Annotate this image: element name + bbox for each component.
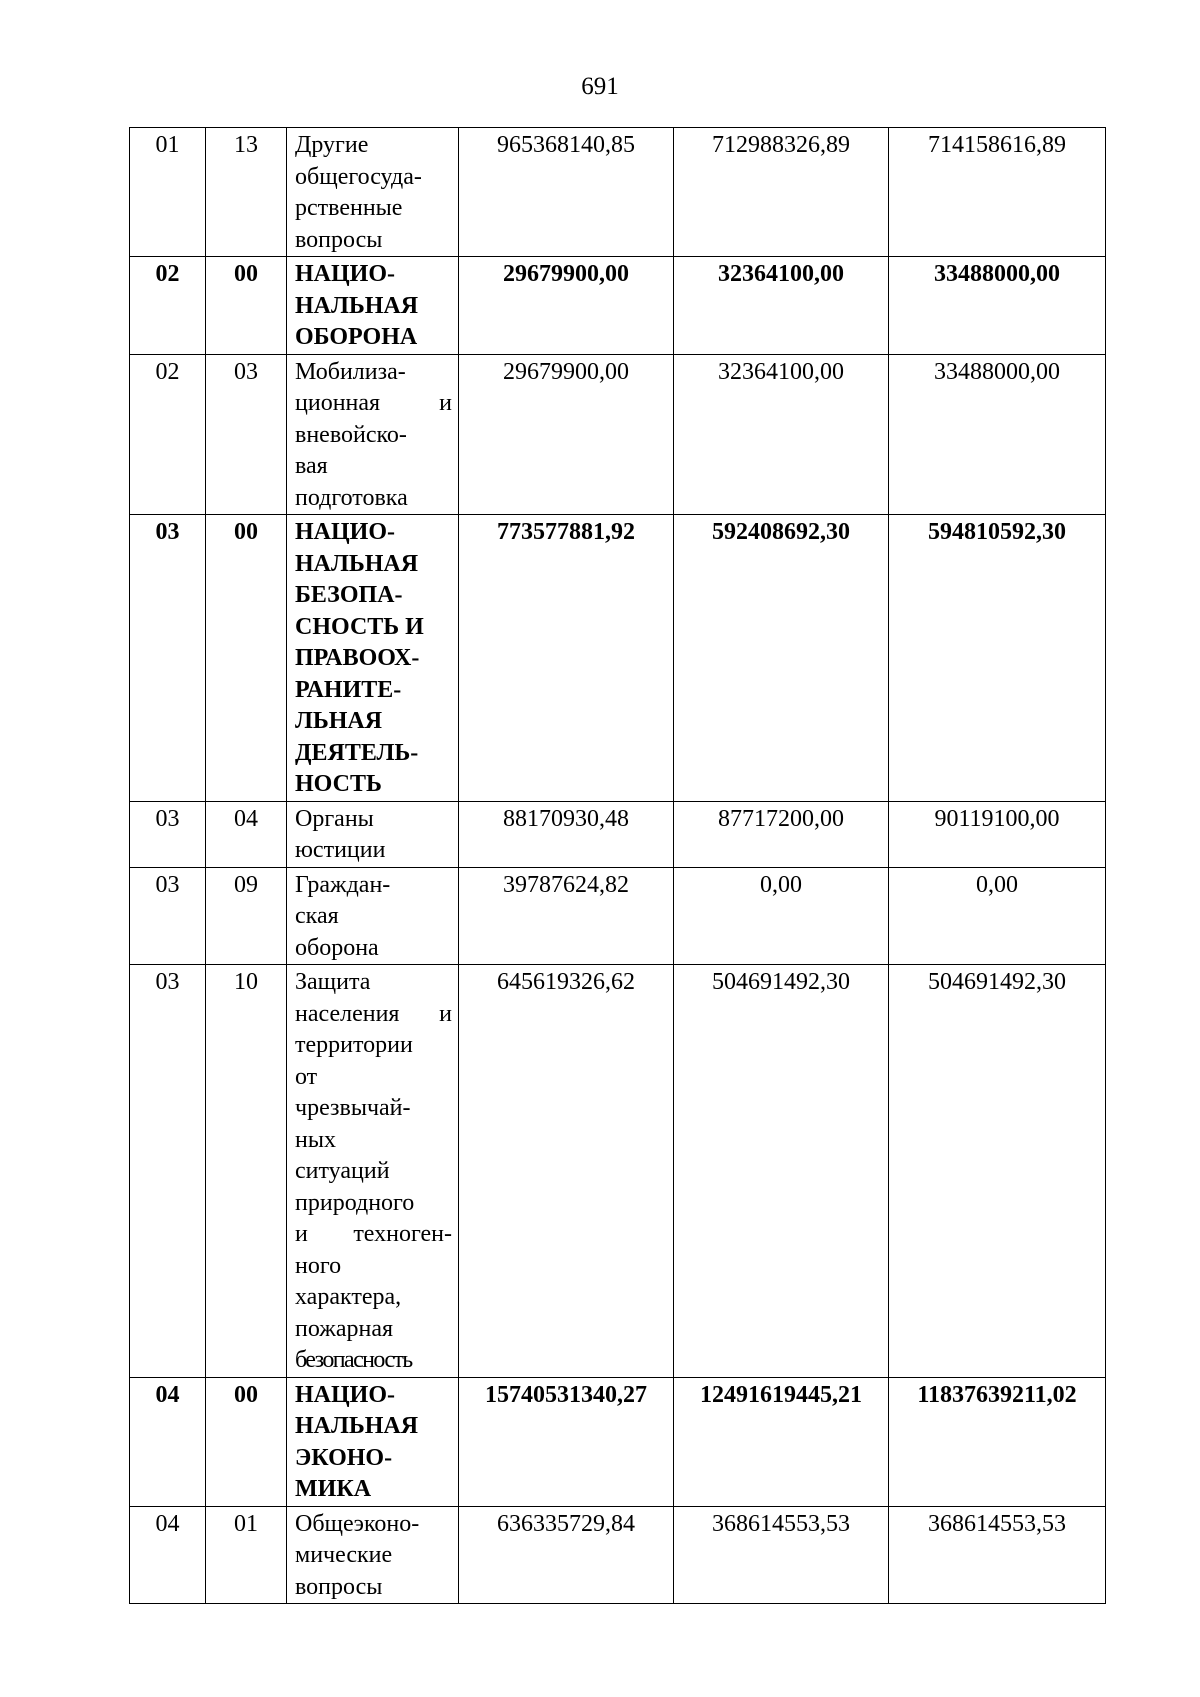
name-line: оборона: [295, 934, 379, 961]
name-line: ская: [295, 903, 339, 929]
name-line: ЭКОНО-: [295, 1444, 393, 1471]
amount-year2-cell: 592408692,30: [674, 515, 889, 802]
amount-year1-cell: 645619326,62: [459, 965, 674, 1378]
name-line: НОСТЬ: [295, 771, 382, 797]
table-row: [130, 128, 1106, 257]
table-row: [130, 1506, 1106, 1604]
name-line: пожарная: [295, 1315, 394, 1342]
name-line: ного: [295, 1252, 342, 1279]
amount-year1-cell: 88170930,48: [459, 801, 674, 867]
name-line: ОБОРОНА: [295, 324, 418, 350]
table-row: [130, 1377, 1106, 1506]
section-code-cell: 03: [130, 965, 206, 1378]
amount-year3-cell: 90119100,00: [889, 801, 1106, 867]
name-line: подготовка: [295, 484, 408, 511]
name-cell: [287, 128, 459, 257]
section-code-cell: 04: [130, 1377, 206, 1506]
name-line: Общеэконо-: [295, 1510, 420, 1537]
table-body: [130, 128, 1106, 1604]
name-line: НАЛЬНАЯ: [295, 550, 419, 577]
name-line: Другие: [295, 132, 369, 158]
name-line: ситуаций: [295, 1158, 390, 1184]
name-line: Граждан-: [295, 871, 391, 898]
name-line: рственные: [295, 195, 403, 221]
amount-year3-cell: 594810592,30: [889, 515, 1106, 802]
amount-year3-cell: 714158616,89: [889, 128, 1106, 257]
amount-year2-cell: 32364100,00: [674, 354, 889, 515]
name-line: мические: [295, 1542, 393, 1568]
name-cell: [287, 354, 459, 515]
name-line: БЕЗОПА-: [295, 582, 403, 608]
amount-year2-cell: 12491619445,21: [674, 1377, 889, 1506]
name-line: чрезвычай-: [295, 1095, 411, 1121]
name-line: населения и: [295, 1000, 452, 1027]
name-line: общегосуда-: [295, 163, 422, 190]
amount-year2-cell: 504691492,30: [674, 965, 889, 1378]
name-line: РАНИТЕ-: [295, 676, 402, 703]
name-line: территории: [295, 1032, 413, 1058]
name-line: Защита: [295, 969, 371, 995]
name-line: ционная и: [295, 390, 452, 416]
name-line: Органы: [295, 805, 374, 832]
name-line: вопросы: [295, 226, 383, 253]
amount-year1-cell: 29679900,00: [459, 257, 674, 355]
subsection-code-cell: 13: [206, 128, 287, 257]
amount-year3-cell: 368614553,53: [889, 1506, 1106, 1604]
name-line: НАЛЬНАЯ: [295, 1413, 419, 1439]
name-line: характера,: [295, 1284, 402, 1310]
amount-year1-cell: 15740531340,27: [459, 1377, 674, 1506]
budget-table: [129, 127, 1106, 1604]
name-cell: [287, 1506, 459, 1604]
name-cell: [287, 257, 459, 355]
name-line: ных: [295, 1126, 336, 1153]
subsection-code-cell: 00: [206, 515, 287, 802]
amount-year2-cell: 368614553,53: [674, 1506, 889, 1604]
section-code-cell: 01: [130, 128, 206, 257]
amount-year1-cell: 965368140,85: [459, 128, 674, 257]
amount-year3-cell: 504691492,30: [889, 965, 1106, 1378]
name-line: СНОСТЬ И: [295, 613, 424, 640]
name-line: Мобилиза-: [295, 358, 406, 385]
name-line: МИКА: [295, 1476, 372, 1502]
name-cell: [287, 515, 459, 802]
section-code-cell: 03: [130, 801, 206, 867]
amount-year1-cell: 773577881,92: [459, 515, 674, 802]
amount-year3-cell: 11837639211,02: [889, 1377, 1106, 1506]
page-number: 691: [581, 73, 619, 100]
table-row: [130, 801, 1106, 867]
section-code-cell: 02: [130, 354, 206, 515]
name-line: вопросы: [295, 1573, 383, 1600]
amount-year3-cell: 33488000,00: [889, 354, 1106, 515]
name-cell: [287, 965, 459, 1378]
name-line: НАЦИО-: [295, 1381, 395, 1408]
name-cell: [287, 867, 459, 965]
name-line: ПРАВООХ-: [295, 645, 420, 671]
name-line: НАЦИО-: [295, 519, 395, 545]
section-code-cell: 03: [130, 867, 206, 965]
section-code-cell: 04: [130, 1506, 206, 1604]
amount-year2-cell: 0,00: [674, 867, 889, 965]
subsection-code-cell: 00: [206, 1377, 287, 1506]
name-line: и техноген-: [295, 1221, 452, 1247]
subsection-code-cell: 10: [206, 965, 287, 1378]
name-line: вневойско-: [295, 421, 407, 448]
name-line: от: [295, 1063, 318, 1090]
table-row: [130, 515, 1106, 802]
table-row: [130, 257, 1106, 355]
name-line: природного: [295, 1189, 415, 1216]
section-code-cell: 02: [130, 257, 206, 355]
name-line: вая: [295, 453, 328, 479]
subsection-code-cell: 03: [206, 354, 287, 515]
subsection-code-cell: 09: [206, 867, 287, 965]
subsection-code-cell: 01: [206, 1506, 287, 1604]
name-line: ДЕЯТЕЛЬ-: [295, 739, 419, 766]
amount-year1-cell: 636335729,84: [459, 1506, 674, 1604]
name-cell: [287, 1377, 459, 1506]
name-line: НАЛЬНАЯ: [295, 292, 419, 319]
amount-year3-cell: 33488000,00: [889, 257, 1106, 355]
table-row: [130, 867, 1106, 965]
amount-year2-cell: 87717200,00: [674, 801, 889, 867]
amount-year2-cell: 712988326,89: [674, 128, 889, 257]
section-code-cell: 03: [130, 515, 206, 802]
amount-year1-cell: 29679900,00: [459, 354, 674, 515]
name-line: безопасность: [295, 1347, 412, 1373]
subsection-code-cell: 04: [206, 801, 287, 867]
name-line: НАЦИО-: [295, 261, 395, 287]
amount-year1-cell: 39787624,82: [459, 867, 674, 965]
amount-year3-cell: 0,00: [889, 867, 1106, 965]
subsection-code-cell: 00: [206, 257, 287, 355]
table-row: [130, 354, 1106, 515]
name-line: юстиции: [295, 837, 386, 863]
table-row: [130, 965, 1106, 1378]
name-line: ЛЬНАЯ: [295, 708, 383, 734]
name-cell: [287, 801, 459, 867]
amount-year2-cell: 32364100,00: [674, 257, 889, 355]
